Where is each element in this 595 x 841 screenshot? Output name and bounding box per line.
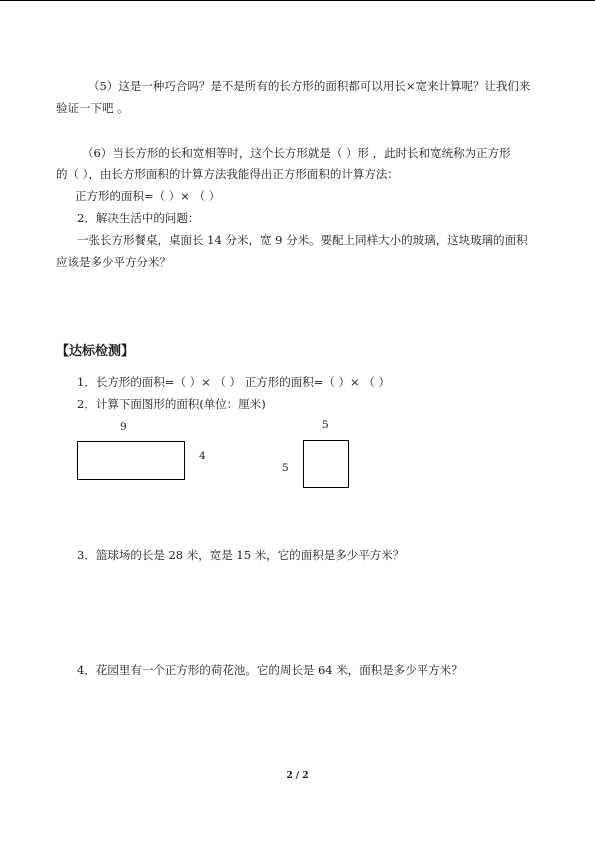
square-figure [303, 440, 349, 488]
rectangle-figure [77, 441, 185, 480]
section-title: 【达标检测】 [56, 344, 135, 359]
page-number: 2 / 2 [286, 771, 309, 781]
question-4: 4．花园里有一个正方形的荷花池。它的周长是 64 米，面积是多少平方米？ [77, 663, 463, 677]
section5-line1: （5）这是一种巧合吗？是不是所有的长方形的面积都可以用长×宽来计算呢？让我们来 [88, 79, 531, 93]
life-problem-line2: 应该是多少平方分米？ [56, 255, 171, 269]
square-area-formula: 正方形的面积=（ ）× （ ） [75, 189, 221, 203]
question-1: 1．长方形的面积=（ ）× （ ） 正方形的面积=（ ）× （ ） [77, 375, 390, 389]
header-rule [0, 0, 595, 1]
section6-line1: （6）当长方形的长和宽相等时，这个长方形就是（ ）形 ，此时长和宽统称为正方形 [82, 146, 511, 160]
question-2: 2．计算下面图形的面积(单位：厘米) [77, 397, 266, 411]
square-top-label: 5 [322, 419, 329, 431]
section5-line2: 验证一下吧 。 [56, 101, 129, 115]
question-3: 3．篮球场的长是 28 米，宽是 15 米，它的面积是多少平方米？ [77, 548, 405, 562]
section6-line2: 的（ ），由长方形面积的计算方法我能得出正方形面积的计算方法： [56, 167, 399, 181]
life-problems-heading: 2．解决生活中的问题： [77, 211, 200, 225]
rectangle-length-label: 9 [120, 421, 127, 433]
square-side-label: 5 [282, 462, 289, 474]
rectangle-width-label: 4 [199, 450, 206, 462]
life-problem-line1: 一张长方形餐桌，桌面长 14 分米，宽 9 分米。要配上同样大小的玻璃，这块玻璃的面积 [77, 233, 528, 247]
